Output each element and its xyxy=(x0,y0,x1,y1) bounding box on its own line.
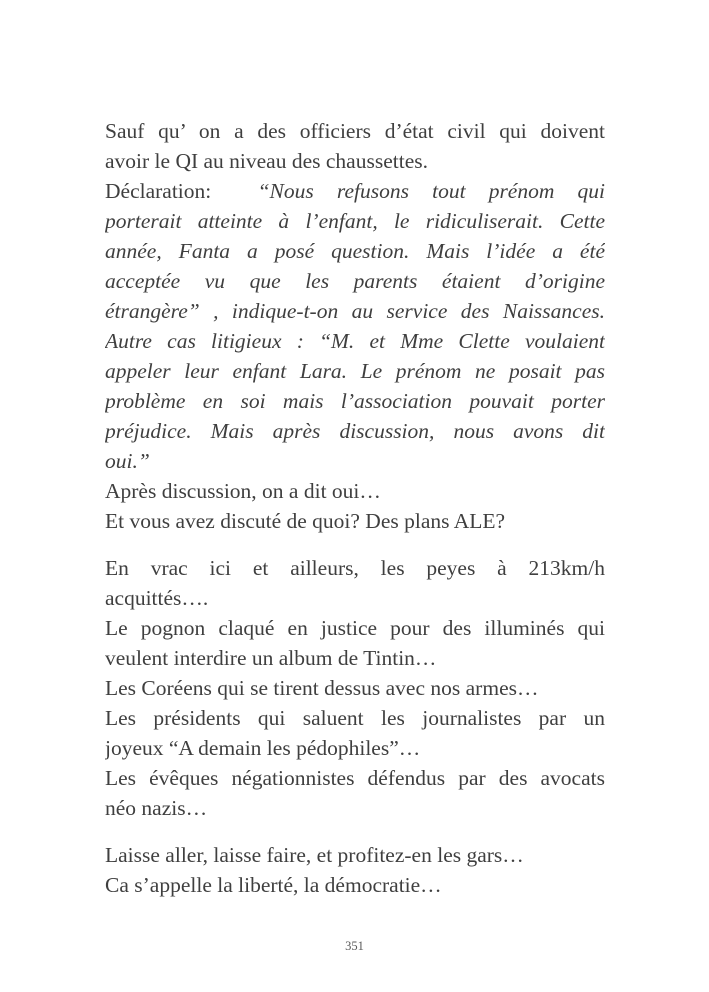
text-line xyxy=(105,266,605,296)
body-text: acquittés…. xyxy=(105,586,209,610)
text-line xyxy=(105,296,605,326)
quoted-italic-text: problème en soi mais l’association pouvait porter xyxy=(105,389,605,413)
text-line xyxy=(105,356,605,386)
quoted-italic-text: Autre cas litigieux : “M. et Mme Clette voulaient xyxy=(105,329,605,353)
text-line xyxy=(105,326,605,356)
quoted-italic-text: préjudice. Mais après discussion, nous avons dit xyxy=(105,419,605,443)
text-line xyxy=(105,416,605,446)
body-text: Et vous avez discuté de quoi? Des plans ALE? xyxy=(105,509,506,533)
page-number: 351 xyxy=(345,939,364,953)
quoted-italic-text: appeler leur enfant Lara. Le prénom ne posait pas xyxy=(105,359,605,383)
text-line xyxy=(105,116,605,146)
text-line xyxy=(105,146,605,176)
text-line xyxy=(105,733,605,763)
text-line xyxy=(105,553,605,583)
body-text: Le pognon claqué en justice pour des illuminés qui xyxy=(105,616,605,640)
text-line xyxy=(105,206,605,236)
paragraph-block xyxy=(105,840,605,900)
body-text: Les présidents qui saluent les journalistes par un xyxy=(105,706,605,730)
body-text: Après discussion, on a dit oui… xyxy=(105,479,381,503)
text-line xyxy=(105,386,605,416)
paragraph-block xyxy=(105,553,605,823)
text-line xyxy=(105,176,605,206)
paragraph-block xyxy=(105,116,605,536)
body-text: Ca s’appelle la liberté, la démocratie… xyxy=(105,873,442,897)
text-line xyxy=(105,613,605,643)
body-text: néo nazis… xyxy=(105,796,208,820)
quoted-italic-text: étrangère” , indique-t-on au service des Naissances. xyxy=(105,299,605,323)
text-line xyxy=(105,236,605,266)
quoted-italic-text: année, Fanta a posé question. Mais l’idée a été xyxy=(105,239,605,263)
page-text-block xyxy=(105,116,605,900)
body-text: joyeux “A demain les pédophiles”… xyxy=(105,736,421,760)
text-line xyxy=(105,476,605,506)
text-line xyxy=(105,870,605,900)
text-line xyxy=(105,446,605,476)
body-text: Les Coréens qui se tirent dessus avec nos armes… xyxy=(105,676,539,700)
text-line xyxy=(105,840,605,870)
body-text: veulent interdire un album de Tintin… xyxy=(105,646,437,670)
body-text: En vrac ici et ailleurs, les peyes à 213km/h xyxy=(105,556,605,580)
text-line xyxy=(105,643,605,673)
body-text: Déclaration: xyxy=(105,179,258,203)
body-text: Laisse aller, laisse faire, et profitez-en les gars… xyxy=(105,843,524,867)
quoted-italic-text: acceptée vu que les parents étaient d’origine xyxy=(105,269,605,293)
text-line xyxy=(105,793,605,823)
text-line xyxy=(105,583,605,613)
body-text: Sauf qu’ on a des officiers d’état civil qui doivent xyxy=(105,119,605,143)
quoted-italic-text: “Nous refusons tout prénom qui xyxy=(257,179,605,203)
text-line xyxy=(105,703,605,733)
body-text: avoir le QI au niveau des chaussettes. xyxy=(105,149,428,173)
quoted-italic-text: porterait atteinte à l’enfant, le ridiculiserait. Cette xyxy=(105,209,605,233)
text-line xyxy=(105,506,605,536)
body-text: Les évêques négationnistes défendus par des avocats xyxy=(105,766,605,790)
text-line xyxy=(105,673,605,703)
quoted-italic-text: oui.” xyxy=(105,449,150,473)
text-line xyxy=(105,763,605,793)
